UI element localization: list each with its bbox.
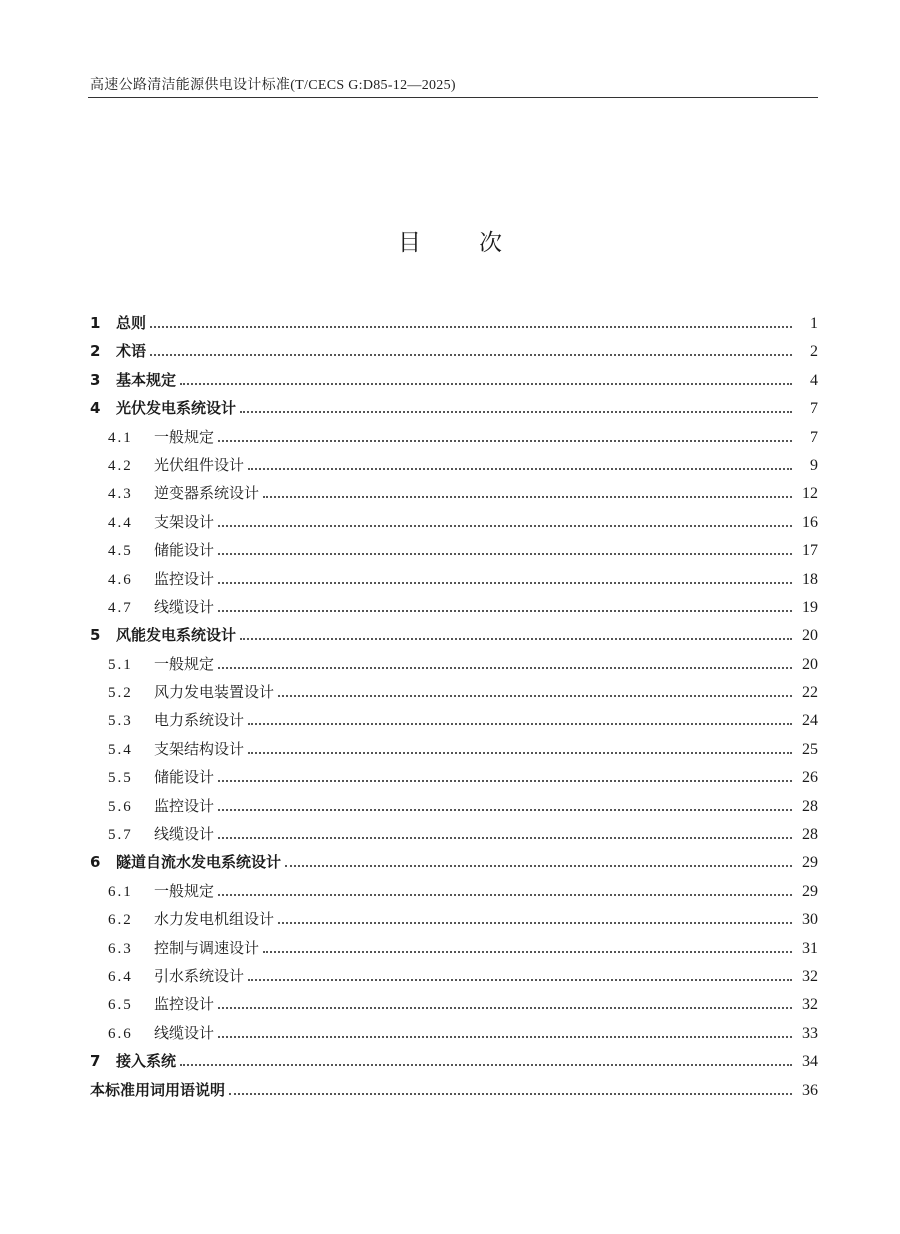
toc-entry-number: 4.7 bbox=[108, 599, 133, 616]
toc-entry-number: 5.6 bbox=[108, 798, 133, 815]
toc-entry-label: 风力发电装置设计 bbox=[154, 683, 275, 702]
toc-entry-page: 19 bbox=[802, 598, 818, 616]
toc-entry[interactable] bbox=[90, 397, 818, 425]
toc-entry[interactable] bbox=[90, 482, 818, 510]
toc-entry-page: 26 bbox=[802, 769, 818, 787]
toc-entry-page: 34 bbox=[802, 1053, 818, 1071]
dot-leader bbox=[218, 1036, 792, 1038]
toc-entry-page: 30 bbox=[802, 911, 818, 929]
toc-entry[interactable] bbox=[90, 624, 818, 652]
toc-entry-label: 引水系统设计 bbox=[154, 966, 245, 985]
toc-entry-label: 接入系统 bbox=[116, 1052, 177, 1071]
toc-entry-number: 4.3 bbox=[108, 486, 133, 503]
dot-leader bbox=[218, 667, 792, 669]
dot-leader bbox=[248, 752, 792, 754]
toc-entry[interactable] bbox=[90, 766, 818, 794]
toc-entry-page: 7 bbox=[810, 400, 818, 418]
toc-entry-number: 5.7 bbox=[108, 827, 133, 844]
toc-entry-label: 储能设计 bbox=[154, 768, 215, 787]
toc-entry-number: 5 bbox=[90, 626, 101, 645]
toc-entry-page: 28 bbox=[802, 826, 818, 844]
toc-entry-page: 16 bbox=[802, 513, 818, 531]
toc-entry-number: 3 bbox=[90, 370, 101, 389]
toc-entry-number: 4 bbox=[90, 399, 101, 418]
toc-entry-label: 光伏组件设计 bbox=[154, 455, 245, 474]
toc-entry[interactable] bbox=[90, 653, 818, 681]
toc-entry[interactable] bbox=[90, 454, 818, 482]
toc-entry-number: 4.6 bbox=[108, 571, 133, 588]
toc-entry-label: 逆变器系统设计 bbox=[154, 484, 260, 503]
dot-leader bbox=[218, 525, 792, 527]
toc-entry-label: 监控设计 bbox=[154, 995, 215, 1014]
toc-entry-number: 6.3 bbox=[108, 940, 133, 957]
toc-entry-page: 22 bbox=[802, 684, 818, 702]
toc-entry[interactable] bbox=[90, 738, 818, 766]
dot-leader bbox=[248, 979, 792, 981]
dot-leader bbox=[248, 468, 792, 470]
dot-leader bbox=[218, 894, 792, 896]
toc-entry[interactable] bbox=[90, 539, 818, 567]
toc-entry-label: 术语 bbox=[116, 342, 147, 361]
toc-entry[interactable] bbox=[90, 937, 818, 965]
dot-leader bbox=[218, 440, 792, 442]
toc-entry-number: 6 bbox=[90, 853, 101, 872]
header-rule bbox=[88, 97, 818, 98]
toc-entry-page: 31 bbox=[802, 939, 818, 957]
dot-leader bbox=[218, 837, 792, 839]
toc-entry-page: 9 bbox=[810, 456, 818, 474]
toc-entry-number: 4.2 bbox=[108, 457, 133, 474]
toc-entry-label: 控制与调速设计 bbox=[154, 938, 260, 957]
toc-entry-label: 线缆设计 bbox=[154, 1023, 215, 1042]
toc-entry-label: 一般规定 bbox=[154, 427, 215, 446]
toc-entry-label: 一般规定 bbox=[154, 654, 215, 673]
toc-entry-page: 20 bbox=[802, 655, 818, 673]
toc-entry[interactable] bbox=[90, 823, 818, 851]
toc-entry-label: 监控设计 bbox=[154, 569, 215, 588]
dot-leader bbox=[278, 695, 792, 697]
toc-entry-label: 隧道自流水发电系统设计 bbox=[116, 853, 282, 872]
toc-entry-number: 4.4 bbox=[108, 514, 133, 531]
toc-entry[interactable] bbox=[90, 426, 818, 454]
toc-entry-page: 18 bbox=[802, 570, 818, 588]
toc-entry-number: 5.1 bbox=[108, 656, 133, 673]
toc-entry-label: 支架结构设计 bbox=[154, 739, 245, 758]
toc-entry-page: 7 bbox=[810, 428, 818, 446]
toc-entry-page: 20 bbox=[802, 627, 818, 645]
dot-leader bbox=[263, 496, 792, 498]
dot-leader bbox=[248, 723, 792, 725]
toc-entry[interactable] bbox=[90, 709, 818, 737]
toc-entry-label: 水力发电机组设计 bbox=[154, 910, 275, 929]
toc-entry-number: 6.6 bbox=[108, 1025, 133, 1042]
toc-entry-number: 5.2 bbox=[108, 685, 133, 702]
dot-leader bbox=[218, 553, 792, 555]
dot-leader bbox=[150, 354, 792, 356]
toc-entry[interactable] bbox=[90, 965, 818, 993]
toc-entry[interactable] bbox=[90, 340, 818, 368]
toc-entry-label: 电力系统设计 bbox=[154, 711, 245, 730]
toc-entry[interactable] bbox=[90, 1022, 818, 1050]
toc-entry-label: 支架设计 bbox=[154, 512, 215, 531]
toc-entry-page: 4 bbox=[810, 371, 818, 389]
toc-entry-label: 本标准用词用语说明 bbox=[90, 1080, 226, 1099]
toc-entry[interactable] bbox=[90, 1050, 818, 1078]
toc-entry-page: 12 bbox=[802, 485, 818, 503]
toc-entry-label: 基本规定 bbox=[116, 370, 177, 389]
dot-leader bbox=[150, 326, 792, 328]
toc-entry-number: 1 bbox=[90, 314, 101, 332]
toc-entry-page: 25 bbox=[802, 740, 818, 758]
dot-leader bbox=[229, 1093, 792, 1095]
toc-entry-number: 2 bbox=[90, 342, 101, 361]
toc-entry-number: 6.5 bbox=[108, 997, 133, 1014]
toc-entry-page: 32 bbox=[802, 967, 818, 985]
toc-entry-number: 5.4 bbox=[108, 741, 133, 758]
dot-leader bbox=[240, 411, 792, 413]
dot-leader bbox=[218, 1007, 792, 1009]
toc-entry-label: 储能设计 bbox=[154, 541, 215, 560]
toc-entry-page: 24 bbox=[802, 712, 818, 730]
dot-leader bbox=[218, 610, 792, 612]
toc-entry-page: 36 bbox=[802, 1081, 818, 1099]
toc-entry-page: 29 bbox=[802, 882, 818, 900]
toc-entry-page: 29 bbox=[802, 854, 818, 872]
dot-leader bbox=[278, 922, 792, 924]
table-of-contents bbox=[90, 312, 818, 1107]
toc-entry[interactable] bbox=[90, 880, 818, 908]
toc-entry[interactable] bbox=[90, 511, 818, 539]
toc-entry-number: 4.1 bbox=[108, 429, 133, 446]
toc-entry-number: 7 bbox=[90, 1052, 101, 1071]
toc-entry[interactable] bbox=[90, 568, 818, 596]
dot-leader bbox=[240, 638, 792, 640]
toc-entry-label: 一般规定 bbox=[154, 881, 215, 900]
toc-entry-number: 6.1 bbox=[108, 883, 133, 900]
toc-entry-page: 33 bbox=[802, 1024, 818, 1042]
toc-entry-page: 1 bbox=[810, 315, 818, 332]
toc-entry-label: 风能发电系统设计 bbox=[116, 626, 237, 645]
dot-leader bbox=[218, 780, 792, 782]
toc-entry-number: 6.2 bbox=[108, 912, 133, 929]
toc-entry[interactable] bbox=[90, 908, 818, 936]
toc-entry-number: 4.5 bbox=[108, 543, 133, 560]
toc-entry-label: 光伏发电系统设计 bbox=[116, 399, 237, 418]
dot-leader bbox=[180, 1064, 792, 1066]
toc-entry-page: 2 bbox=[810, 343, 818, 361]
toc-entry[interactable] bbox=[90, 795, 818, 823]
running-header: 高速公路清洁能源供电设计标准(T/CECS G:D85-12—2025) bbox=[90, 78, 456, 93]
dot-leader bbox=[263, 951, 792, 953]
toc-entry-number: 5.5 bbox=[108, 770, 133, 787]
dot-leader bbox=[285, 865, 792, 867]
toc-entry[interactable] bbox=[90, 1079, 818, 1107]
toc-entry-page: 28 bbox=[802, 797, 818, 815]
toc-entry-number: 6.4 bbox=[108, 968, 133, 985]
dot-leader bbox=[218, 809, 792, 811]
toc-entry-label: 线缆设计 bbox=[154, 597, 215, 616]
toc-entry-label: 监控设计 bbox=[154, 796, 215, 815]
toc-entry[interactable] bbox=[90, 993, 818, 1021]
toc-entry[interactable] bbox=[90, 596, 818, 624]
toc-entry-number: 5.3 bbox=[108, 713, 133, 730]
dot-leader bbox=[218, 582, 792, 584]
toc-entry[interactable] bbox=[90, 851, 818, 879]
toc-entry[interactable] bbox=[90, 369, 818, 397]
toc-entry-label: 线缆设计 bbox=[154, 825, 215, 844]
toc-entry[interactable] bbox=[90, 681, 818, 709]
toc-entry-label: 总则 bbox=[116, 314, 147, 332]
page-title: 目次 bbox=[398, 230, 560, 256]
toc-entry-page: 17 bbox=[802, 542, 818, 560]
toc-entry[interactable] bbox=[90, 312, 818, 340]
toc-entry-page: 32 bbox=[802, 996, 818, 1014]
dot-leader bbox=[180, 383, 792, 385]
